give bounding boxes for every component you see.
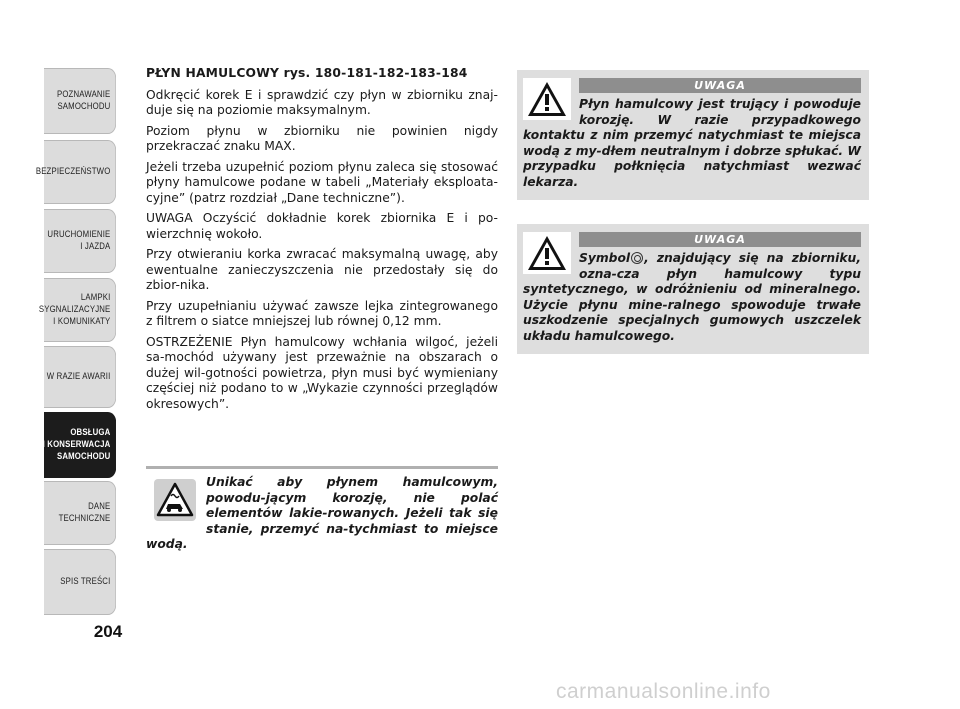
- tab-bezpieczenstwo[interactable]: [35, 140, 116, 204]
- tab-label-line: BEZPIECZEŃSTWO: [35, 166, 111, 177]
- tab-label-line: SAMOCHODU: [57, 451, 111, 462]
- paragraph: Przy uzupełnianiu używać zawsze lejka zintegrowanego z filtrem o siatce mniejszej lub równej 0,12 mm.: [146, 298, 498, 328]
- warning-triangle-icon: [523, 232, 571, 274]
- paragraph: Odkręcić korek E i sprawdzić czy płyn w zbiorniku znaj-duje się na poziomie maksymalnym.: [146, 87, 498, 117]
- warning-title: UWAGA: [579, 78, 861, 93]
- warning-box-toxic: [517, 70, 869, 200]
- paragraph: UWAGA Oczyścić dokładnie korek zbiornika E i po-wierzchnię wokoło.: [146, 211, 498, 241]
- main-content: [146, 66, 498, 417]
- tab-label-line: LAMPKI: [80, 292, 111, 303]
- tab-label-line: I KONSERWACJA: [42, 439, 111, 450]
- car-paint-warning-icon: [154, 479, 196, 521]
- brake-fluid-symbol-icon: [631, 252, 643, 264]
- warning-text-rest: , znajdujący się na zbiorniku, ozna-cza płyn hamulcowy typu syntetycznego, w odróżnieniu od mineralnego. Użycie płynu mine-ralnego spowoduje trwałe uszkodzenie specjalnych gumowych uszczelek układu hamulcowego.: [523, 251, 861, 343]
- paragraph: Poziom płynu w zbiorniku nie powinien nigdy przekraczać znaku MAX.: [146, 123, 498, 153]
- warning-title: UWAGA: [579, 232, 861, 247]
- paragraph: Przy otwieraniu korka zwracać maksymalną uwagę, aby ewentualne zanieczyszczenia nie przedostały się do zbior-nika.: [146, 247, 498, 292]
- page-number: 204: [93, 622, 123, 641]
- tab-spis-tresci[interactable]: [44, 549, 116, 615]
- tab-uruchomienie-i-jazda[interactable]: [44, 209, 116, 273]
- warning-text: Płyn hamulcowy jest trujący i powoduje korozję. W razie przypadkowego kontaktu z nim przemyć natychmiast te miejsca wodą z my-dłem neutralnym i dobrze spłukać. W przypadku połknięcia natychmiast wezwać lekarza.: [523, 97, 861, 189]
- warning-box-synthetic-fluid: [517, 224, 869, 354]
- tab-label-line: OBSŁUGA: [70, 427, 111, 438]
- tab-label-line: SYGNALIZACYJNE: [38, 304, 111, 315]
- tab-label-line: POZNAWANIE: [56, 89, 111, 100]
- tab-label-line: SPIS TREŚCI: [60, 576, 111, 587]
- tab-label-line: W RAZIE AWARII: [46, 371, 111, 382]
- note-text: Unikać aby płynem hamulcowym, powodu-jącym korozję, nie polać elementów lakie-rowanych. Jeżeli tak się stanie, przemyć na-tychmiast to miejsce wodą.: [146, 475, 498, 551]
- tab-label-line: I JAZDA: [80, 241, 111, 252]
- paragraph: OSTRZEŻENIE Płyn hamulcowy wchłania wilgoć, jeżeli sa-mochód używany jest przeważnie na obszarach o dużej wil-gotności powietrza, płyn musi być wymieniany częściej niż podano to w „Wykazie czynności przeglądów okresowych”.: [146, 334, 498, 411]
- tab-label-line: TECHNICZNE: [58, 513, 111, 524]
- warning-text-start: Symbol: [579, 251, 631, 265]
- paragraph: Jeżeli trzeba uzupełnić poziom płynu zaleca się stosować płyny hamulcowe podane w tabeli „Materiały eksploata-cyjne” (patrz rozdział „Dane techniczne”).: [146, 159, 498, 205]
- tab-label-line: SAMOCHODU: [57, 101, 111, 112]
- tab-w-razie-awarii[interactable]: [44, 346, 116, 408]
- tab-obsluga-i-konserwacja[interactable]: [44, 412, 116, 478]
- tab-dane-techniczne[interactable]: [44, 481, 116, 545]
- tab-label-line: URUCHOMIENIE: [47, 229, 111, 240]
- section-heading: PŁYN HAMULCOWY rys. 180-181-182-183-184: [146, 66, 468, 80]
- paint-caution-note: [146, 466, 498, 553]
- warning-triangle-icon: [523, 78, 571, 120]
- tab-poznawanie-samochodu[interactable]: [44, 68, 116, 134]
- watermark: carmanualsonline.info: [556, 680, 771, 703]
- tab-label-line: DANE: [88, 501, 111, 512]
- tab-label-line: I KOMUNIKATY: [53, 316, 111, 327]
- tab-lampki-sygnalizacyjne[interactable]: [38, 278, 116, 342]
